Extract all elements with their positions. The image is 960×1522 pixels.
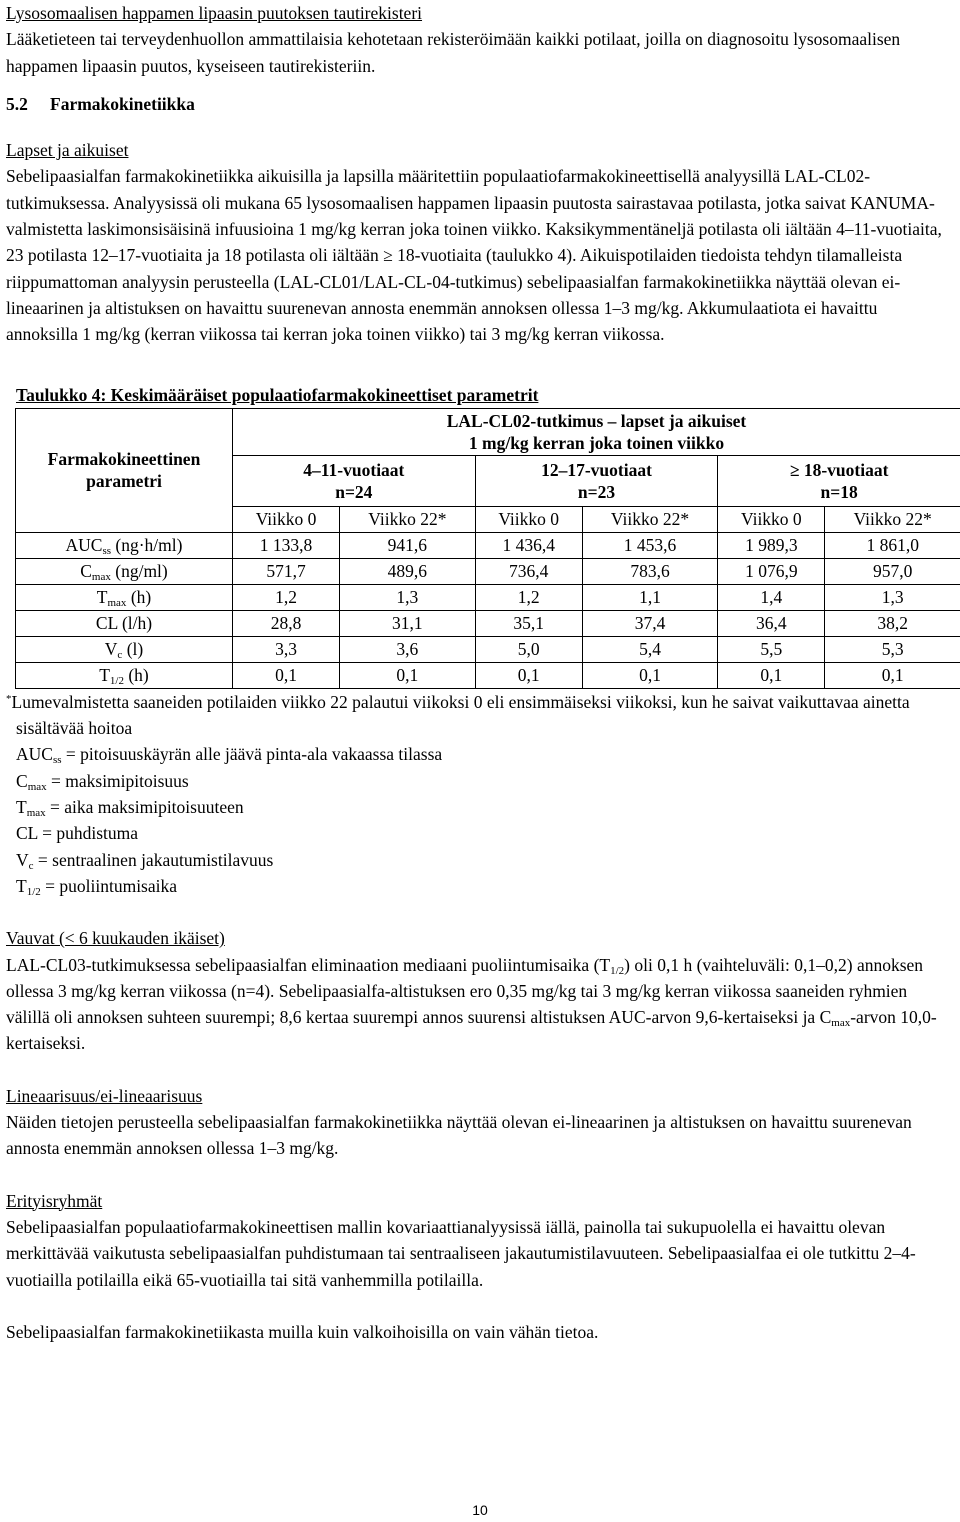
table-cell: 5,3	[825, 636, 960, 662]
param-symbol: C	[80, 561, 92, 582]
table-cell: 489,6	[340, 558, 476, 584]
age-group-header	[233, 455, 476, 506]
footnote-definition	[16, 847, 950, 873]
table-row	[16, 610, 960, 636]
week-header: Viikko 0	[475, 506, 582, 532]
registry-title: Lysosomaalisen happamen lipaasin puutoksen tautirekisteri	[6, 3, 423, 23]
table-cell: 0,1	[582, 662, 718, 688]
definition-text: = maksimipitoisuus	[46, 770, 189, 791]
param-name	[16, 636, 233, 662]
param-subscript: c	[117, 649, 123, 662]
definition-symbol: T	[16, 797, 27, 818]
age-group-label: 12–17-vuotiaat	[541, 459, 652, 480]
table-cell: 1 076,9	[718, 558, 825, 584]
age-group-label: ≥ 18-vuotiaat	[789, 459, 889, 480]
age-group-label: 4–11-vuotiaat	[303, 459, 405, 480]
week-header: Viikko 0	[718, 506, 825, 532]
study-header-line1: LAL-CL02-tutkimus – lapset ja aikuiset	[446, 410, 747, 431]
table-cell: 0,1	[718, 662, 825, 688]
children-adults-body: Sebelipaasialfan farmakokinetiikka aikuisilla ja lapsilla määritettiin populaatiofarmakokineettisellä analyysillä LAL-CL02-tutkimuksessa. Analyysissä oli mukana 65 lysosomaalisen happamen lipaasin puutosta sairastavaa potilasta, jotka saivat KANUMA-valmistetta laskimonsisäisinä infuusioina 1 mg/kg kerran joka toinen viikko. Kaksikymmentäneljä potilasta oli iältään 4–11-vuotiaita, 23 potilasta 12–17-vuotiaita ja 18 potilasta oli iältään ≥ 18-vuotiaita (taulukko 4). Aikuispotilaiden tiedoista tehdyn tilamalleista riippumattoman analyysin perusteella (LAL-CL01/LAL-CL-04-tutkimus) sebelipaasialfan farmakokinetiikka näyttää olevan ei-lineaarinen ja altistuksen on havaittu suurenevan annosta enemmän annoksen ollessa 1–3 mg/kg. Akkumulaatiota ei havaittu annoksilla 1 mg/kg (kerran viikossa tai kerran joka toinen viikko) tai 3 mg/kg kerran viikossa.	[6, 166, 942, 345]
table-cell: 1 453,6	[582, 532, 718, 558]
table-cell: 1 989,3	[718, 532, 825, 558]
study-header	[233, 408, 960, 455]
definition-symbol: C	[16, 770, 28, 791]
definition-symbol: CL	[16, 823, 38, 844]
table-row	[16, 532, 960, 558]
special-groups-subtitle: Erityisryhmät	[6, 1190, 103, 1211]
table-cell: 1 861,0	[825, 532, 960, 558]
table-row	[16, 662, 960, 688]
week-header: Viikko 22*	[340, 506, 476, 532]
definition-text: = pitoisuuskäyrän alle jäävä pinta-ala vakaassa tilassa	[61, 744, 443, 765]
age-group-header	[475, 455, 718, 506]
definition-text: = puhdistuma	[37, 823, 139, 844]
document-page	[6, 0, 950, 1345]
param-symbol: CL (l/h)	[95, 613, 153, 634]
table-cell: 1 436,4	[475, 532, 582, 558]
table-cell: 736,4	[475, 558, 582, 584]
table-cell: 1,2	[475, 584, 582, 610]
param-name	[16, 584, 233, 610]
study-header-line2: 1 mg/kg kerran joka toinen viikko	[468, 432, 725, 453]
definition-subscript: ss	[52, 754, 62, 767]
definition-subscript: max	[26, 807, 46, 820]
age-group-header	[718, 455, 960, 506]
param-symbol: T	[99, 665, 110, 686]
table-cell: 1,2	[233, 584, 340, 610]
param-subscript: max	[91, 571, 111, 584]
param-subscript: 1/2	[109, 675, 124, 688]
table-cell: 31,1	[340, 610, 476, 636]
table-cell: 783,6	[582, 558, 718, 584]
footnote-star	[6, 689, 950, 742]
param-symbol: T	[96, 587, 108, 608]
table-cell: 571,7	[233, 558, 340, 584]
infants-body-a: LAL-CL03-tutkimuksessa sebelipaasialfan eliminaation mediaani puoliintumisaika (T	[6, 954, 611, 975]
table-cell: 5,4	[582, 636, 718, 662]
age-group-n: n=18	[820, 481, 858, 502]
footnote-definition	[16, 768, 950, 794]
registry-body: Lääketieteen tai terveydenhuollon ammattilaisia kehotetaan rekisteröimään kaikki potilaat, joilla on diagnosoitu lysosomaalisen happamen lipaasin puutos, kyseiseen tautirekisteriin.	[6, 29, 901, 76]
infants-subtitle: Vauvat (< 6 kuukauden ikäiset)	[6, 928, 225, 949]
table-cell: 0,1	[233, 662, 340, 688]
table-cell: 1,3	[340, 584, 476, 610]
table-cell: 36,4	[718, 610, 825, 636]
table-cell: 0,1	[340, 662, 476, 688]
param-symbol: V	[104, 639, 118, 660]
table-cell: 5,5	[718, 636, 825, 662]
table-cell: 37,4	[582, 610, 718, 636]
table-row	[16, 584, 960, 610]
linearity-subtitle: Lineaarisuus/ei-lineaarisuus	[6, 1085, 203, 1106]
section-heading	[6, 91, 950, 117]
age-group-n: n=24	[335, 481, 373, 502]
definition-text: = sentraalinen jakautumistilavuus	[33, 849, 274, 870]
infants-body-b: ) oli 0,1 h (vaihteluväli: 0,1–0,2) annoksen ollessa 3 mg/kg kerran viikossa (n=4). Sebelipaasialfa-altistuksen ero 0,35 mg/kg tai 3 mg/kg kerran viikossa saaneiden ryhmien välillä oli annoksen suhteen suurempi; 8,6 kertaa suurempi annos suurensi altistuksen AUC-arvon 9,6-kertaiseksi ja C	[6, 954, 924, 1028]
param-subscript: ss	[102, 545, 112, 558]
table-footnotes	[6, 689, 950, 899]
table-cell: 1,3	[825, 584, 960, 610]
table-cell: 1 133,8	[233, 532, 340, 558]
footnote-definition	[16, 820, 950, 846]
table-cell: 0,1	[475, 662, 582, 688]
week-header: Viikko 0	[233, 506, 340, 532]
param-unit: (h)	[126, 587, 152, 608]
infants-body-sub1: 1/2	[610, 964, 625, 977]
table-cell: 0,1	[825, 662, 960, 688]
table-cell: 3,3	[233, 636, 340, 662]
footnote-star-mark: *	[6, 692, 12, 705]
param-name	[16, 532, 233, 558]
week-header: Viikko 22*	[582, 506, 718, 532]
param-unit: (l)	[122, 639, 144, 660]
table-cell: 1,1	[582, 584, 718, 610]
definition-text: = aika maksimipitoisuuteen	[45, 797, 244, 818]
special-groups-body: Sebelipaasialfan populaatiofarmakokineettisen mallin kovariaattianalyysissä iällä, painolla tai sukupuolella ei havaittu olevan merkittävää vaikutusta sebelipaasialfan puhdistumaan tai sentraaliseen jakautumistilavuuteen. Sebelipaasialfaa ei ole tutkittu 2–4-vuotiailla potilailla eikä 65-vuotiailla tai sitä vanhemmilla potilailla.	[6, 1216, 916, 1290]
param-unit: (ng/ml)	[110, 561, 168, 582]
table-cell: 941,6	[340, 532, 476, 558]
footnote-definition	[16, 741, 950, 767]
infants-body-c: -arvon 10,0-kertaiseksi.	[6, 1007, 937, 1054]
param-header: Farmakokineettinen parametri	[16, 408, 233, 532]
footnote-definition	[16, 794, 950, 820]
page-number: 10	[472, 1502, 488, 1518]
section-title: Farmakokinetiikka	[50, 93, 195, 114]
footnote-definition	[16, 873, 950, 899]
param-name	[16, 558, 233, 584]
section-number: 5.2	[6, 93, 28, 114]
table-cell: 957,0	[825, 558, 960, 584]
infants-body	[6, 952, 950, 1057]
param-unit: (ng·h/ml)	[111, 535, 183, 556]
definition-subscript: max	[27, 780, 47, 793]
definition-symbol: T	[16, 875, 27, 896]
param-subscript: max	[107, 597, 127, 610]
param-unit: (h)	[123, 665, 149, 686]
definition-subscript: c	[28, 859, 34, 872]
definition-symbol: AUC	[16, 744, 53, 765]
table-cell: 1,4	[718, 584, 825, 610]
table-cell: 28,8	[233, 610, 340, 636]
param-symbol: AUC	[65, 535, 103, 556]
infants-body-sub2: max	[831, 1017, 851, 1030]
table-row	[16, 636, 960, 662]
linearity-body: Näiden tietojen perusteella sebelipaasialfan farmakokinetiikka näyttää olevan ei-lineaarinen ja altistuksen on havaittu suurenevan annosta enemmän annoksen ollessa 1–3 mg/kg.	[6, 1112, 912, 1159]
table-cell: 3,6	[340, 636, 476, 662]
param-name	[16, 610, 233, 636]
children-adults-subtitle: Lapset ja aikuiset	[6, 140, 129, 161]
special-groups-note: Sebelipaasialfan farmakokinetiikasta muilla kuin valkoihoisilla on vain vähän tietoa.	[6, 1321, 599, 1342]
definition-subscript: 1/2	[26, 885, 41, 898]
table-caption: Taulukko 4: Keskimääräiset populaatiofarmakokineettiset parametrit	[16, 384, 539, 405]
table-cell: 38,2	[825, 610, 960, 636]
table-cell: 5,0	[475, 636, 582, 662]
table-cell: 35,1	[475, 610, 582, 636]
table-row	[16, 558, 960, 584]
definition-symbol: V	[16, 849, 29, 870]
week-header: Viikko 22*	[825, 506, 960, 532]
param-name	[16, 662, 233, 688]
definition-text: = puoliintumisaika	[40, 875, 178, 896]
pk-parameters-table	[15, 408, 960, 689]
footnote-star-text: Lumevalmistetta saaneiden potilaiden viikko 22 palautui viikoksi 0 eli ensimmäiseksi viikoksi, kun he saivat vaikuttavaa ainetta sisältävää hoitoa	[11, 691, 910, 739]
age-group-n: n=23	[577, 481, 616, 502]
